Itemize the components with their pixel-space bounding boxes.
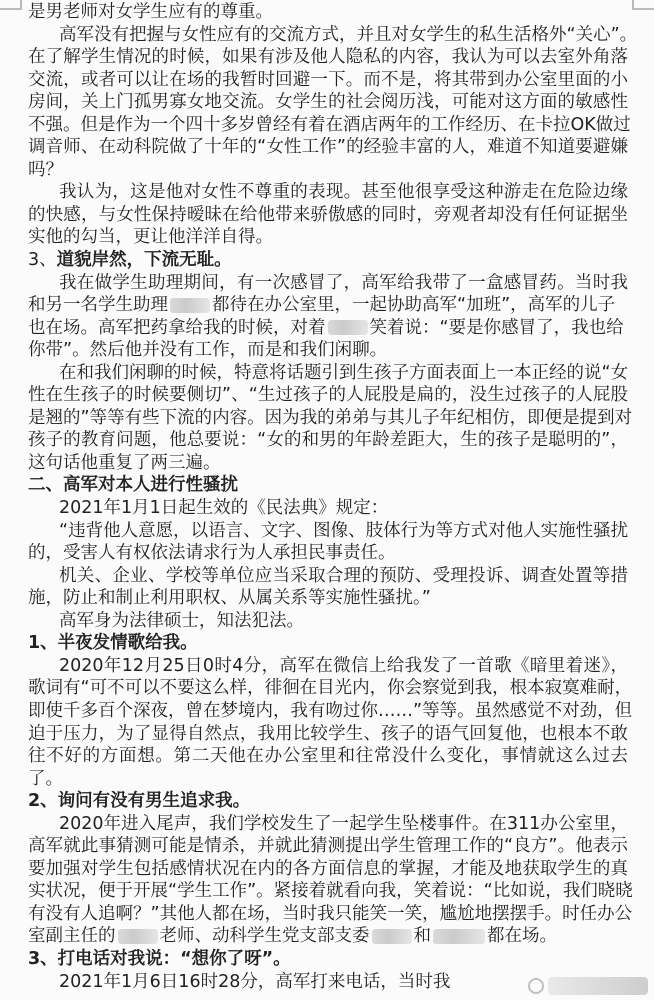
text-line: 了。: [28, 768, 63, 789]
text-line: 即使千多百个深夜，曾在梦境内，我有吻过你……”等等。虽然感觉不对劲，但: [28, 700, 633, 721]
paragraph-start: 2020年进入尾声，我们学校发生了一起学生坠楼事件。在311办公室里，: [59, 813, 628, 834]
text-line: [28, 317, 628, 340]
text-line: 调音师、在动科院做了十年的“女性工作”的经验丰富的人，难道不知道要避嫌: [28, 137, 628, 158]
paragraph-start: 高军没有把握与女性应有的交流方式，并且对女学生的私生活格外“关心”。: [59, 24, 638, 45]
text-line: 吗？: [28, 159, 63, 180]
text-line: 实状况，便于开展“学生工作”。紧接着就看向我，笑着说：“比如说，我们晓晓: [28, 881, 633, 902]
text-line: 房间，关上门孤男寡女地交流。女学生的社会阅历浅，可能对这方面的敏感性: [28, 92, 628, 113]
text-line: 歌词有“可不可以不要这么样，徘徊在目光内，你会察觉到我，根本寂寞难耐，: [28, 678, 633, 699]
section-heading-3: [28, 249, 628, 272]
subheading-1: 1、半夜发情歌给我。: [28, 633, 198, 654]
weibo-logo-icon: [528, 978, 544, 994]
text-segment: 都待在办公室里，一起协助高军“加班”，高军的儿子: [212, 295, 616, 316]
text-line: 孩子的教育问题，他总要说：“女的和男的年龄差距大，生的孩子是聪明的”，: [28, 430, 628, 451]
text-segment: 和另一名学生助理: [28, 295, 168, 316]
text-line: 迫于压力，为了显得自然点，我用比较学生、孩子的语气回复他，也根本不敢: [28, 723, 628, 744]
paragraph-start: 2021年1月6日16时28分，高军打来电话，当时我: [59, 971, 451, 992]
text-line: 施，防止和制止利用职权、从属关系等实施性骚扰。”: [28, 588, 431, 609]
subheading-2: 2、询问有没有男生追求我。: [28, 791, 251, 812]
text-line: 是男老师对女学生应有的尊重。: [28, 2, 273, 22]
text-line: 不强。但是作为一个四十多岁曾经有着在酒店两年的工作经历、在卡拉OK做过: [28, 114, 631, 135]
text-line: 往不好的方面想。第二天他在办公室里和往常没什么变化，事情就这么过去: [28, 746, 628, 767]
text-line: 有没有人追啊？”其他人都在场，当时我只能笑一笑，尴尬地摆摆手。时任办公: [28, 903, 633, 924]
text-line: 你带”。然后他并没有工作，而是和我们闲聊。: [28, 340, 388, 361]
text-segment: 都在场。: [487, 926, 557, 947]
text-line: [28, 925, 628, 948]
text-line: 高军就此事猜测可能是情杀，并就此猜测提出学生管理工作的“良方”。他表示: [28, 836, 628, 857]
text-line: [28, 294, 628, 317]
redacted-name: [170, 298, 210, 313]
redacted-name: [328, 320, 368, 335]
text-line: 实他的勾当，更让他洋洋自得。: [28, 227, 273, 248]
redacted-name: [433, 929, 485, 944]
page-corner-mark: [632, 0, 654, 10]
text-segment: 也在场。高军把药拿给我的时候，对着: [28, 317, 326, 338]
paragraph-start: 机关、企业、学校等单位应当采取合理的预防、受理投诉、调查处置等措: [59, 565, 628, 586]
text-segment: 老师、动科学生党支部支委: [159, 926, 370, 947]
text-line: 是翘的”等等有些下流的内容。因为我的弟弟与其儿子年纪相仿，即便是提到对: [28, 407, 633, 428]
text-line: 要加强对学生包括感情状况在内的各方面信息的掌握，才能及地获取学生的真: [28, 858, 628, 879]
redacted-name: [118, 929, 158, 944]
page-corner-mark: [0, 0, 22, 10]
subheading-3: 3、打电话对我说：“想你了呀”。: [28, 948, 291, 969]
paragraph-start: 2020年12月25日0时4分，高军在微信上给我发了一首歌《暗里着迷》，: [59, 655, 628, 676]
text-segment: 笑着说：“要是你感冒了，我也给: [369, 317, 624, 338]
heading-number: 3、: [28, 250, 57, 271]
text-line: 交流，或者可以让在场的我暂时回避一下。而不是，将其带到办公室里面的小: [28, 69, 628, 90]
text-line: 这句话他重复了两三遍。: [28, 452, 221, 473]
paragraph-start: 我认为，这是他对女性不尊重的表现。甚至他很享受这种游走在危险边缘: [59, 182, 628, 203]
text-line: 的快感，与女性保持暧昧在给他带来骄傲感的同时，旁观者却没有任何证据坐: [28, 204, 628, 225]
paragraph-start: 我在做学生助理期间，有一次感冒了，高军给我带了一盒感冒药。当时我: [59, 272, 628, 293]
document-page: [28, 1, 638, 993]
text-line: 的，受害人有权依法请求行为人承担民事责任。: [28, 543, 396, 564]
quote-start: “违背他人意愿，以语言、文字、图像、肢体行为等方式对他人实施性骚扰: [59, 520, 629, 541]
text-line: 在了解学生情况的时候，如果有涉及他人隐私的内容，我认为可以去室外角落: [28, 47, 628, 68]
section-heading-2: 二、高军对本人进行性骚扰: [28, 475, 238, 496]
text-line: 性在生孩子的时候要侧切”、“生过孩子的人屁股是扁的，没生过孩子的人屁股: [28, 385, 628, 406]
paragraph-start: 在和我们闲聊的时候，特意将话题引到生孩子方面表面上一本正经的说“女: [59, 362, 629, 383]
watermark: [548, 977, 648, 995]
paragraph-start: 高军身为法律硕士，知法犯法。: [59, 610, 304, 631]
text-segment: 和: [413, 926, 431, 947]
redacted-name: [372, 929, 412, 944]
heading-text: 道貌岸然，下流无耻。: [56, 250, 232, 271]
paragraph-start: 2021年1月1日起生效的《民法典》规定：: [59, 498, 389, 519]
text-segment: 室副主任的: [28, 926, 116, 947]
